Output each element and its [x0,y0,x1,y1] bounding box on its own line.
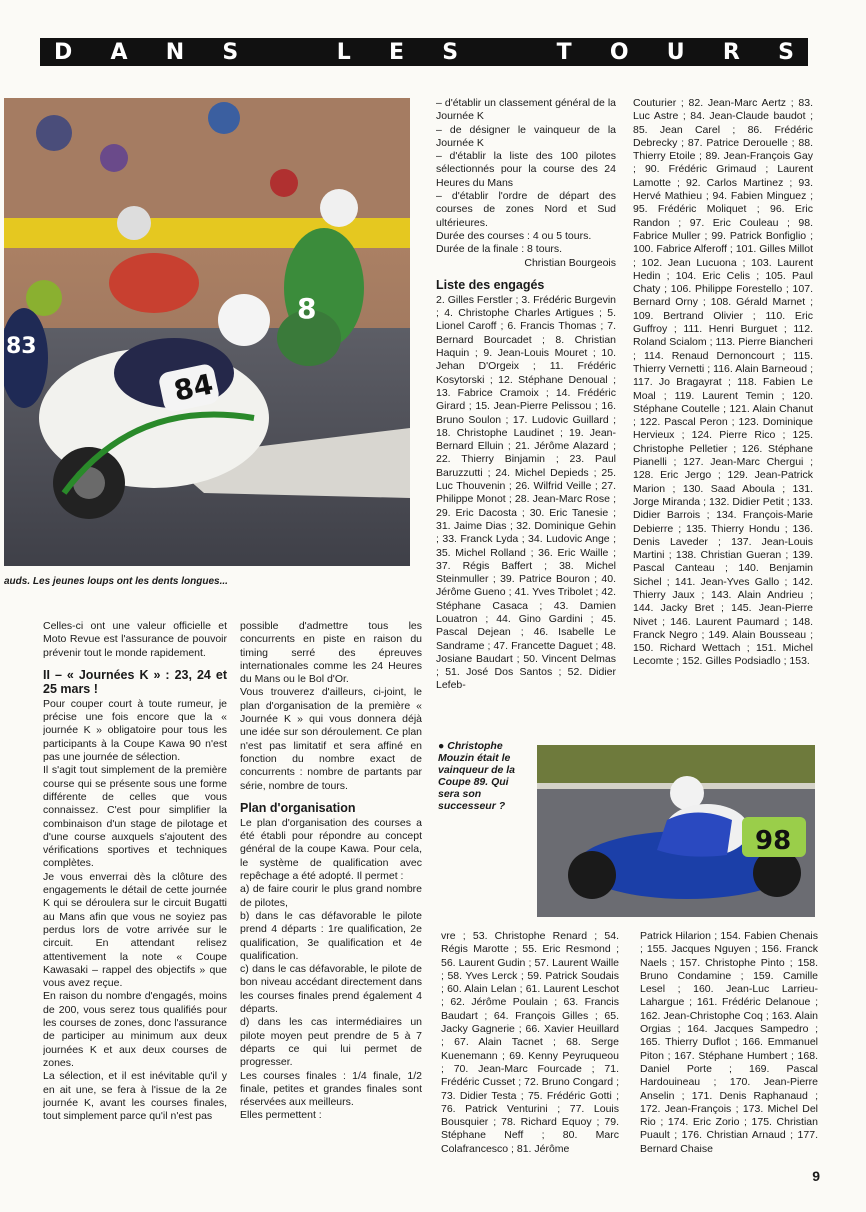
paragraph: Pour couper court à toute rumeur, je précise une fois encore que la « journée K » obligatoire pour tous les participants à la Coupe Kawa 90 n'est pas une journée de sélection. [43,697,227,764]
paragraph: d) dans les cas intermédiaires un pilote moyen peut prendre de 5 à 7 départs ce qui lui permet de progresser. [240,1016,422,1069]
section-heading: Liste des engagés [436,277,545,292]
article-column-4 [633,97,813,725]
paragraph: Durée des courses : 4 ou 5 tours. [436,229,592,242]
banner-letter: E [389,39,405,65]
paragraph: La sélection, et il est inévitable qu'il y en ait une, se fera à l'issue de la 2e journée K, avant les courses finales, tout simplement parce qu'il n'est pas [43,1070,227,1123]
entrants-list: vre ; 53. Christophe Renard ; 54. Régis Marotte ; 55. Eric Resmond ; 56. Laurent Gudin ; 57. Laurent Waille ; 58. Yves Lerck ; 59. Patrick Soudais ; 60. Alain Lelan ; 61. Laurent Leschot ; 62. Jérôme Poulain ; 63. Francis Baudart ; 64. François Gilles ; 65. Jacky Gagnerie ; 66. Xavier Heuillard ; 67. Alain Tacnet ; 68. Serge Kuenemann ; 69. Kenny Peyruqueou ; 70. Jean-Marc Fourcade ; 71. Frédéric Cusset ; 72. Bruno Congard ; 73. Didier Testa ; 75. Frédéric Gotti ; 76. Patrick Venturini ; 77. Louis Bousquier ; 78. Richard Equoy ; 79. Stéphane Neff ; 80. Marc Colafrancesco ; 81. Jérôme [441,930,619,1155]
banner-letter: U [666,39,685,65]
paragraph: b) dans le cas défavorable le pilote prend 4 départs : 1re qualification, 2e qualification, 3e qualification et 4e qualification. [240,909,422,962]
list-line: – de désigner le vainqueur de la Journée K [436,123,616,149]
rider-photo-illustration [537,745,815,917]
entrants-list: Patrick Hilarion ; 154. Fabien Chenais ; 155. Jacques Nguyen ; 156. Franck Naels ; 157. Christophe Pinto ; 158. Bruno Condamine ; 159. Camille Lesel ; 160. Jean-Luc Larrieu-Lahargue ; 161. Frédéric Delanoue ; 162. Jean-Christophe Coq ; 163. Alain Orgias ; 164. Jacques Sampedro ; 165. Thierry Duflot ; 166. Emmanuel Piton ; 167. Stéphane Humbert ; 168. Daniel Porte ; 169. Pascal Hardouineau ; 170. Jean-Pierre Anselin ; 171. Denis Raphanaud ; 172. Jean-François ; 173. Michel Del Rio ; 174. Eric Zorio ; 175. Christian Puault ; 176. Christian Arnaud ; 177. Bernard Chaise [640,930,818,1155]
paragraph: Je vous enverrai dès la clôture des engagements le détail de cette journée K qui se déroulera sur le circuit Bugatti au Mans afin que vous ne soyiez pas perdus lors de votre arrivée sur le circuit. En attendant relisez attentivement la note « Coupe Kawasaki – rappel des objectifs » que vous avez reçue. [43,870,227,990]
race-photo-illustration [4,98,410,566]
page-number: 9 [812,1168,820,1184]
banner-letter: S [442,39,459,65]
section-banner [40,38,808,66]
entrants-list: Couturier ; 82. Jean-Marc Aertz ; 83. Luc Astre ; 84. Jean-Claude baudot ; 85. Jean Carel ; 86. Frédéric Debrecky ; 87. Patrice Derouelle ; 88. Thierry Etoile ; 89. Jean-François Gay ; 90. Frédéric Grimaud ; Laurent Lamotte ; 92. Carlos Martinez ; 93. Hervé Mathieu ; 94. Fabien Minguez ; 95. Frédéric Moliquet ; 96. Eric Randon ; 97. Eric Couleau ; 98. Fabrice Muller ; 99. Patrick Bonfiglio ; 100. Fabrice Alferoff ; 101. Gilles Millot ; 102. Jean Lucuona ; 103. Laurent Hedin ; 104. Eric Celis ; 105. Paul Chaty ; 106. Philippe Forestello ; 107. Bernard Orny ; 108. Gérald Marnet ; 109. Bertrand Olivier ; 110. Eric Guffroy ; 111. Henri Burguet ; 112. Roland Scialom ; 113. Pierre Biancheri ; 114. Renaud Dernoncourt ; 115. Thierry Vernetti ; 116. Alain Barneoud ; 117. Jo Bragayrat ; 118. Fabien Le Moal ; 119. Laurent Temin ; 120. Stéphane Coutelle ; 121. Alain Chanut ; 122. Pascal Peron ; 123. Dominique Hervieux ; 124. Pierre Rico ; 125. Christophe Pelletier ; 126. Stéphane Pianelli ; 127. Jean-Marc Chergui ; 128. Eric Jergo ; 129. Jean-Patrick Marion ; 130. Saad Aboula ; 131. Jorge Miranda ; 132. Didier Petit ; 133. Didier Barrois ; 134. François-Marie Debierre ; 135. Thierry Hondu ; 136. Denis Laveder ; 137. Jean-Louis Martini ; 138. Christian Gueran ; 139. Pascal Canteau ; 140. Benjamin Sichel ; 141. Jean-Yves Gallo ; 142. Thierry Jaux ; 143. Alain Andrieu ; 144. Jacky Bret ; 145. Jean-Pierre Nivet ; 146. Laurent Paumard ; 148. Franck Negro ; 149. Alain Bousseau ; 150. Richard Wettach ; 151. Michel Lecomte ; 152. Gilles Podsiadlo ; 153. [633,97,813,668]
paragraph: c) dans le cas défavorable, le pilote de bon niveau accédant directement dans les courses finales prend également 4 départs. [240,963,422,1016]
list-line: – d'établir la liste des 100 pilotes sélectionnés pour la course des 24 Heures du Mans [436,150,616,189]
paragraph: Le plan d'organisation des courses a été établi pour répondre au concept général de la coupe Kawa. Pour cela, le système de qualification avec repêchage a été adopté. Il permet : [240,816,422,883]
banner-letter: S [222,39,239,65]
paragraph: Vous trouverez d'ailleurs, ci-joint, le plan d'organisation de la première « Journée K » qui vous donnera déjà une idée sur son déroulement. Ce plan n'est pas limitatif et sera affiné en fonction du nombre exact de concurrents : nombre de partants par série, nombre de tours. [240,686,422,792]
paragraph: Il s'agit tout simplement de la première course qui se présente sous une forme différente de celles que vous connaissez. C'est pour simplifier la combinaison d'un stage de pilotage et d'une course auxquels s'ajoutent des vérifications sportives et techniques complètes. [43,764,227,870]
paragraph: En raison du nombre d'engagés, moins de 200, vous serez tous qualifiés pour les courses de zones, donc l'assurance de participer au minimum aux deux journées K et aux deux courses de zones. [43,990,227,1069]
bike-number-98: 98 [755,826,792,856]
banner-letter: T [556,39,572,65]
article-column-6 [640,930,818,1170]
article-column-1 [43,620,227,1175]
banner-letter: S [778,39,794,65]
paragraph: Celles-ci ont une valeur officielle et Moto Revue est l'assurance de pouvoir prévenir tout le monde rapidement. [43,620,227,659]
bullet-icon: ● [438,740,448,752]
paragraph: Durée de la finale : 8 tours. [436,243,563,256]
section-heading: II – « Journées K » : 23, 24 et 25 mars ! [43,667,227,696]
paragraph: Les courses finales : 1/4 finale, 1/2 finale, petites et grandes finales sont réservées aux meilleurs. [240,1069,422,1109]
banner-letter: N [165,39,185,65]
paragraph: possible d'admettre tous les concurrents en piste en raison du timing serré des épreuves internationales comme les 24 Heures du Mans ou le Bol d'Or. [240,620,422,686]
article-column-3 [436,97,616,725]
banner-letter: R [722,39,740,65]
rider-photo [537,745,815,917]
entrants-list: 2. Gilles Ferstler ; 3. Frédéric Burgevin ; 4. Christophe Charles Artigues ; 5. Lionel Caroff ; 6. Francis Thomas ; 7. Bernard Bourcadet ; 8. Christian Haquin ; 9. Jean-Louis Mouret ; 10. Jehan D'Orgeix ; 11. Frédéric Kosytorski ; 12. Stéphane Denoual ; 13. Fabrice Cramoix ; 14. Frédéric Girard ; 15. Jean-Pierre Pelissou ; 16. Bruno Soulon ; 17. Ludovic Guillard ; 18. Christophe Laudinet ; 19. Jean-Bernard Elluin ; 21. Jérôme Alazard ; 22. Thierry Binjamin ; 23. Paul Baruzzutti ; 24. Michel Depieds ; 25. Luc Thouvenin ; 26. Wilfrid Veille ; 27. Philippe Monot ; 28. Jean-Marc Rose ; 29. Eric Dacosta ; 30. Eric Tanesie ; 31. Jaime Dias ; 32. Dominique Gehin ; 33. Franck Lyda ; 34. Ludovic Ange ; 35. Michel Rolland ; 36. Eric Waille ; 37. Régis Baffert ; 38. Michel Steinmuller ; 39. Patrice Bouron ; 40. Jérôme Gueno ; 41. Yves Tribolet ; 42. Stéphane Casaca ; 43. Damien Louatron ; 44. Gino Gardini ; 45. Pascal Dejean ; 46. Isabelle Le Sandrame ; 47. Francette Daguet ; 48. Josiane Baudart ; 50. Vincent Delmas ; 51. José Dos Santos ; 52. Didier Lefeb- [436,293,616,692]
list-line: – d'établir un classement général de la Journée K [436,97,616,123]
banner-letter: L [336,39,351,65]
article-column-2 [240,620,422,1175]
banner-letter: D [54,39,73,65]
bike-number-8: 8 [297,292,317,325]
banner-letter: A [110,39,128,65]
photo-caption: auds. Les jeunes loups ont les dents longues... [4,576,228,587]
list-line: – d'établir l'ordre de départ des courses de zones Nord et Sud ultérieures. [436,190,616,229]
paragraph: a) de faire courir le plus grand nombre de pilotes, [240,883,422,909]
banner-letter: O [609,39,629,65]
race-photo [4,98,410,566]
section-heading: Plan d'organisation [240,800,356,815]
bike-number-83: 83 [6,334,37,359]
photo-caption-2: ● Christophe Mouzin était le vainqueur de la Coupe 89. Qui sera son successeur ? [438,740,516,812]
paragraph: Elles permettent : [240,1109,322,1122]
author-signature: Christian Bourgeois [524,256,616,269]
bike-number-84: 84 [171,367,216,408]
article-column-5 [441,930,619,1170]
